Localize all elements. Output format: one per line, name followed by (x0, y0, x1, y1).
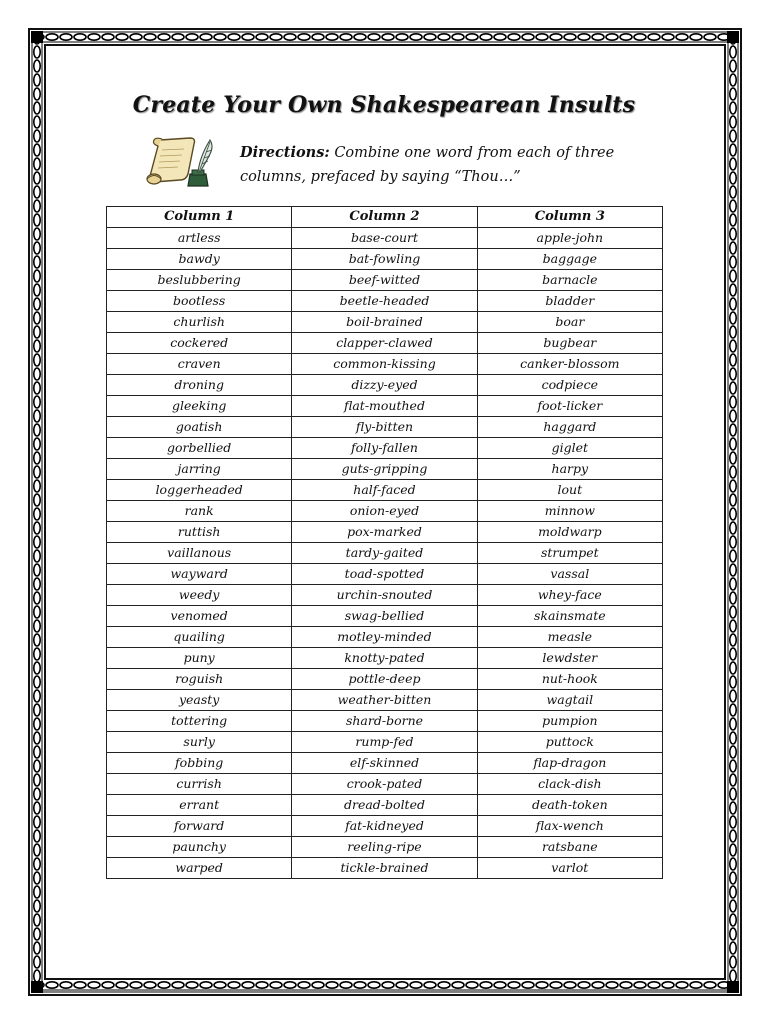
table-cell: fobbing (107, 753, 292, 774)
table-cell: forward (107, 816, 292, 837)
table-cell: tardy-gaited (292, 543, 477, 564)
table-cell: barnacle (477, 270, 662, 291)
table-cell: pox-marked (292, 522, 477, 543)
table-cell: pumpion (477, 711, 662, 732)
table-cell: lewdster (477, 648, 662, 669)
table-row (107, 354, 663, 375)
table-cell: boar (477, 312, 662, 333)
table-row (107, 816, 663, 837)
table-cell: haggard (477, 417, 662, 438)
table-cell: craven (107, 354, 292, 375)
table-cell: folly-fallen (292, 438, 477, 459)
table-cell: minnow (477, 501, 662, 522)
table-row (107, 795, 663, 816)
table-cell: boil-brained (292, 312, 477, 333)
table-cell: beef-witted (292, 270, 477, 291)
table-cell: rank (107, 501, 292, 522)
table-cell: tottering (107, 711, 292, 732)
table-cell: elf-skinned (292, 753, 477, 774)
table-cell: warped (107, 858, 292, 879)
table-row (107, 333, 663, 354)
table-row (107, 375, 663, 396)
directions-body: Combine one word from each of three columns, prefaced by saying “Thou…” (240, 145, 615, 185)
table-row (107, 585, 663, 606)
table-cell: clack-dish (477, 774, 662, 795)
table-cell: dizzy-eyed (292, 375, 477, 396)
table-cell: measle (477, 627, 662, 648)
table-cell: venomed (107, 606, 292, 627)
table-cell: motley-minded (292, 627, 477, 648)
table-cell: ratsbane (477, 837, 662, 858)
column-header: Column 3 (477, 207, 662, 228)
table-cell: canker-blossom (477, 354, 662, 375)
table-cell: flax-wench (477, 816, 662, 837)
table-cell: errant (107, 795, 292, 816)
table-cell: shard-borne (292, 711, 477, 732)
table-cell: goatish (107, 417, 292, 438)
table-cell: puny (107, 648, 292, 669)
table-cell: foot-licker (477, 396, 662, 417)
table-cell: pottle-deep (292, 669, 477, 690)
column-header: Column 1 (107, 207, 292, 228)
table-cell: gorbellied (107, 438, 292, 459)
table-row (107, 648, 663, 669)
table-cell: strumpet (477, 543, 662, 564)
table-row (107, 543, 663, 564)
table-cell: guts-gripping (292, 459, 477, 480)
table-cell: beetle-headed (292, 291, 477, 312)
table-cell: wagtail (477, 690, 662, 711)
table-row (107, 312, 663, 333)
table-cell: skainsmate (477, 606, 662, 627)
table-cell: swag-bellied (292, 606, 477, 627)
table-row (107, 564, 663, 585)
table-cell: artless (107, 228, 292, 249)
table-cell: bootless (107, 291, 292, 312)
insult-table (106, 206, 663, 879)
table-cell: currish (107, 774, 292, 795)
table-cell: weedy (107, 585, 292, 606)
table-cell: clapper-clawed (292, 333, 477, 354)
table-row (107, 753, 663, 774)
table-row (107, 291, 663, 312)
table-cell: half-faced (292, 480, 477, 501)
table-cell: urchin-snouted (292, 585, 477, 606)
table-cell: bawdy (107, 249, 292, 270)
table-cell: quailing (107, 627, 292, 648)
table-cell: whey-face (477, 585, 662, 606)
table-cell: bat-fowling (292, 249, 477, 270)
table-cell: harpy (477, 459, 662, 480)
quill-and-scroll-icon (144, 134, 216, 190)
table-cell: wayward (107, 564, 292, 585)
table-cell: bugbear (477, 333, 662, 354)
directions-text (240, 141, 680, 189)
table-row (107, 417, 663, 438)
table-cell: baggage (477, 249, 662, 270)
table-cell: apple-john (477, 228, 662, 249)
table-cell: nut-hook (477, 669, 662, 690)
table-cell: gleeking (107, 396, 292, 417)
table-cell: loggerheaded (107, 480, 292, 501)
table-row (107, 228, 663, 249)
table-row (107, 438, 663, 459)
table-cell: surly (107, 732, 292, 753)
table-cell: fat-kidneyed (292, 816, 477, 837)
table-cell: paunchy (107, 837, 292, 858)
table-cell: jarring (107, 459, 292, 480)
table-cell: fly-bitten (292, 417, 477, 438)
table-cell: bladder (477, 291, 662, 312)
table-row (107, 711, 663, 732)
table-cell: varlot (477, 858, 662, 879)
table-row (107, 858, 663, 879)
table-row (107, 249, 663, 270)
table-row (107, 522, 663, 543)
table-cell: lout (477, 480, 662, 501)
table-cell: common-kissing (292, 354, 477, 375)
table-cell: dread-bolted (292, 795, 477, 816)
table-header-row (107, 207, 663, 228)
table-cell: flap-dragon (477, 753, 662, 774)
table-cell: weather-bitten (292, 690, 477, 711)
column-header: Column 2 (292, 207, 477, 228)
table-row (107, 669, 663, 690)
table-cell: beslubbering (107, 270, 292, 291)
table-row (107, 459, 663, 480)
table-cell: toad-spotted (292, 564, 477, 585)
table-row (107, 396, 663, 417)
table-cell: roguish (107, 669, 292, 690)
table-cell: tickle-brained (292, 858, 477, 879)
table-row (107, 480, 663, 501)
table-cell: cockered (107, 333, 292, 354)
table-cell: giglet (477, 438, 662, 459)
table-row (107, 837, 663, 858)
table-cell: yeasty (107, 690, 292, 711)
table-cell: vaillanous (107, 543, 292, 564)
table-row (107, 774, 663, 795)
table-cell: churlish (107, 312, 292, 333)
table-row (107, 501, 663, 522)
table-cell: ruttish (107, 522, 292, 543)
page-title: Create Your Own Shakespearean Insults (132, 92, 636, 118)
table-cell: puttock (477, 732, 662, 753)
table-body (107, 228, 663, 879)
table-cell: codpiece (477, 375, 662, 396)
table-cell: reeling-ripe (292, 837, 477, 858)
table-cell: flat-mouthed (292, 396, 477, 417)
table-cell: onion-eyed (292, 501, 477, 522)
table-cell: base-court (292, 228, 477, 249)
table-cell: death-token (477, 795, 662, 816)
table-cell: knotty-pated (292, 648, 477, 669)
table-cell: droning (107, 375, 292, 396)
table-row (107, 270, 663, 291)
table-row (107, 627, 663, 648)
table-cell: rump-fed (292, 732, 477, 753)
table-row (107, 732, 663, 753)
directions-label: Directions: (240, 144, 330, 161)
table-cell: crook-pated (292, 774, 477, 795)
table-row (107, 690, 663, 711)
table-cell: vassal (477, 564, 662, 585)
table-row (107, 606, 663, 627)
table-cell: moldwarp (477, 522, 662, 543)
